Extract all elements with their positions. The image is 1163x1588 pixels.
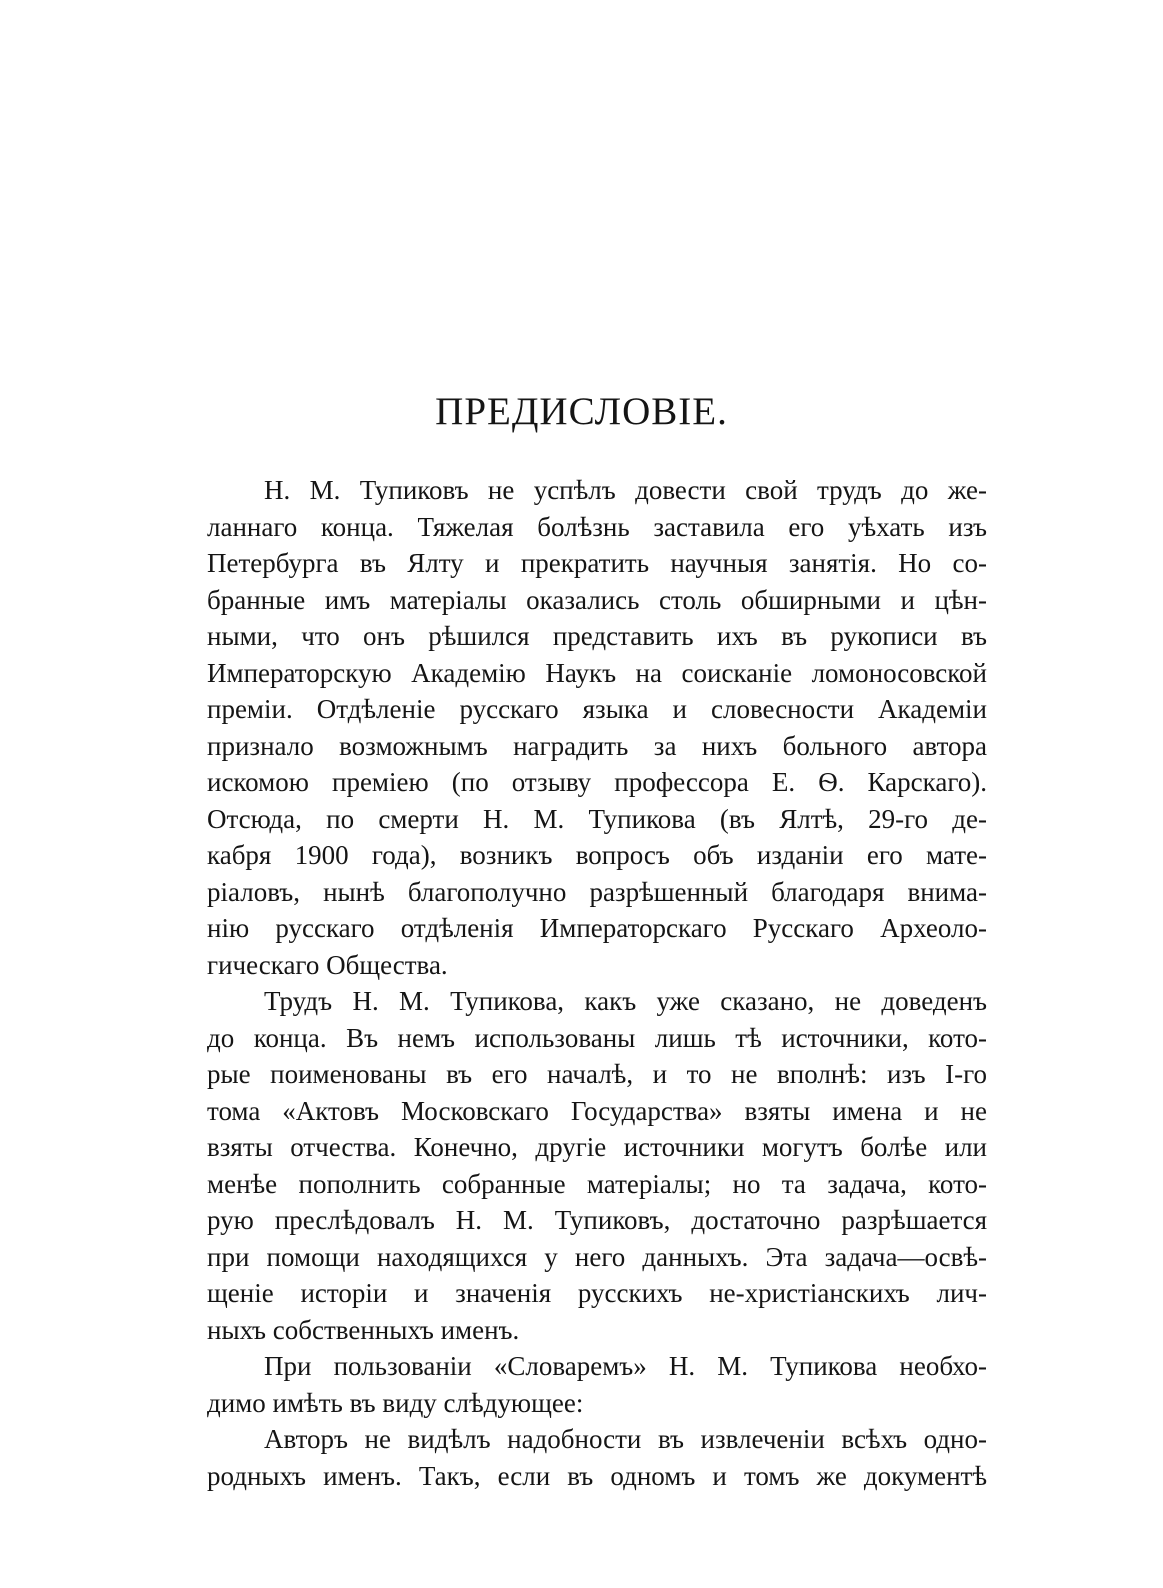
paragraph: [207, 1421, 987, 1494]
paragraph: [207, 472, 987, 983]
text-line: щеніе исторіи и значенія русскихъ не-христіанскихъ лич-: [207, 1278, 987, 1308]
text-line: бранные имъ матеріалы оказались столь обширными и цѣн-: [207, 584, 987, 615]
text-line: преміи. Отдѣленіе русскаго языка и словесности Академіи: [207, 694, 987, 724]
text-line: родныхъ именъ. Такъ, если въ одномъ и томъ же документѣ: [207, 1460, 987, 1491]
text-line: рые поименованы въ его началѣ, и то не вполнѣ: изъ I-го: [207, 1059, 987, 1089]
text-line: нію русскаго отдѣленія Императорскаго Русскаго Археоло-: [207, 913, 987, 943]
page-title: ПРЕДИСЛОВІЕ.: [435, 390, 728, 433]
text-line: Н. М. Тупиковъ не успѣлъ довести свой трудъ до же-: [264, 475, 987, 505]
text-line: менѣе пополнить собранные матеріалы; но та задача, кото-: [207, 1168, 987, 1199]
text-line: ріаловъ, нынѣ благополучно разрѣшенный благодаря внима-: [207, 876, 987, 907]
text-line: искомою преміею (по отзыву профессора Е. Ѳ. Карскаго).: [207, 767, 987, 797]
text-line: признало возможнымъ наградить за нихъ больного автора: [207, 730, 987, 761]
text-line: димо имѣть въ виду слѣдующее:: [207, 1387, 584, 1418]
text-line: до конца. Въ немъ использованы лишь тѣ источники, кото-: [207, 1022, 987, 1053]
text-line: Отсюда, по смерти Н. М. Тупикова (въ Ялтѣ, 29-го де-: [207, 803, 987, 834]
text-line: При пользованіи «Словаремъ» Н. М. Тупикова необхо-: [264, 1351, 987, 1381]
paragraph: [207, 1348, 987, 1421]
preface-text: [207, 472, 987, 1494]
text-line: взяты отчества. Конечно, другіе источники могутъ болѣе или: [207, 1132, 987, 1162]
text-line: Авторъ не видѣлъ надобности въ извлеченіи всѣхъ одно-: [264, 1424, 987, 1454]
text-line: тома «Актовъ Московскаго Государства» взяты имена и не: [207, 1095, 987, 1126]
paragraph: [207, 983, 987, 1348]
text-line: рую преслѣдовалъ Н. М. Тупиковъ, достаточно разрѣшается: [207, 1205, 987, 1235]
text-line: ланнаго конца. Тяжелая болѣзнь заставила его уѣхать изъ: [207, 511, 987, 542]
text-line: Трудъ Н. М. Тупикова, какъ уже сказано, не доведенъ: [264, 986, 987, 1016]
text-line: ными, что онъ рѣшился представить ихъ въ рукописи въ: [207, 621, 987, 651]
text-line: Петербурга въ Ялту и прекратить научныя занятія. Но со-: [207, 548, 987, 578]
text-line: Императорскую Академію Наукъ на соисканіе ломоносовской: [207, 657, 987, 688]
text-line: при помощи находящихся у него данныхъ. Эта задача—освѣ-: [207, 1241, 987, 1272]
text-line: гическаго Общества.: [207, 949, 448, 980]
text-line: ныхъ собственныхъ именъ.: [207, 1314, 520, 1345]
text-line: кабря 1900 года), возникъ вопросъ объ изданіи его мате-: [207, 840, 987, 870]
